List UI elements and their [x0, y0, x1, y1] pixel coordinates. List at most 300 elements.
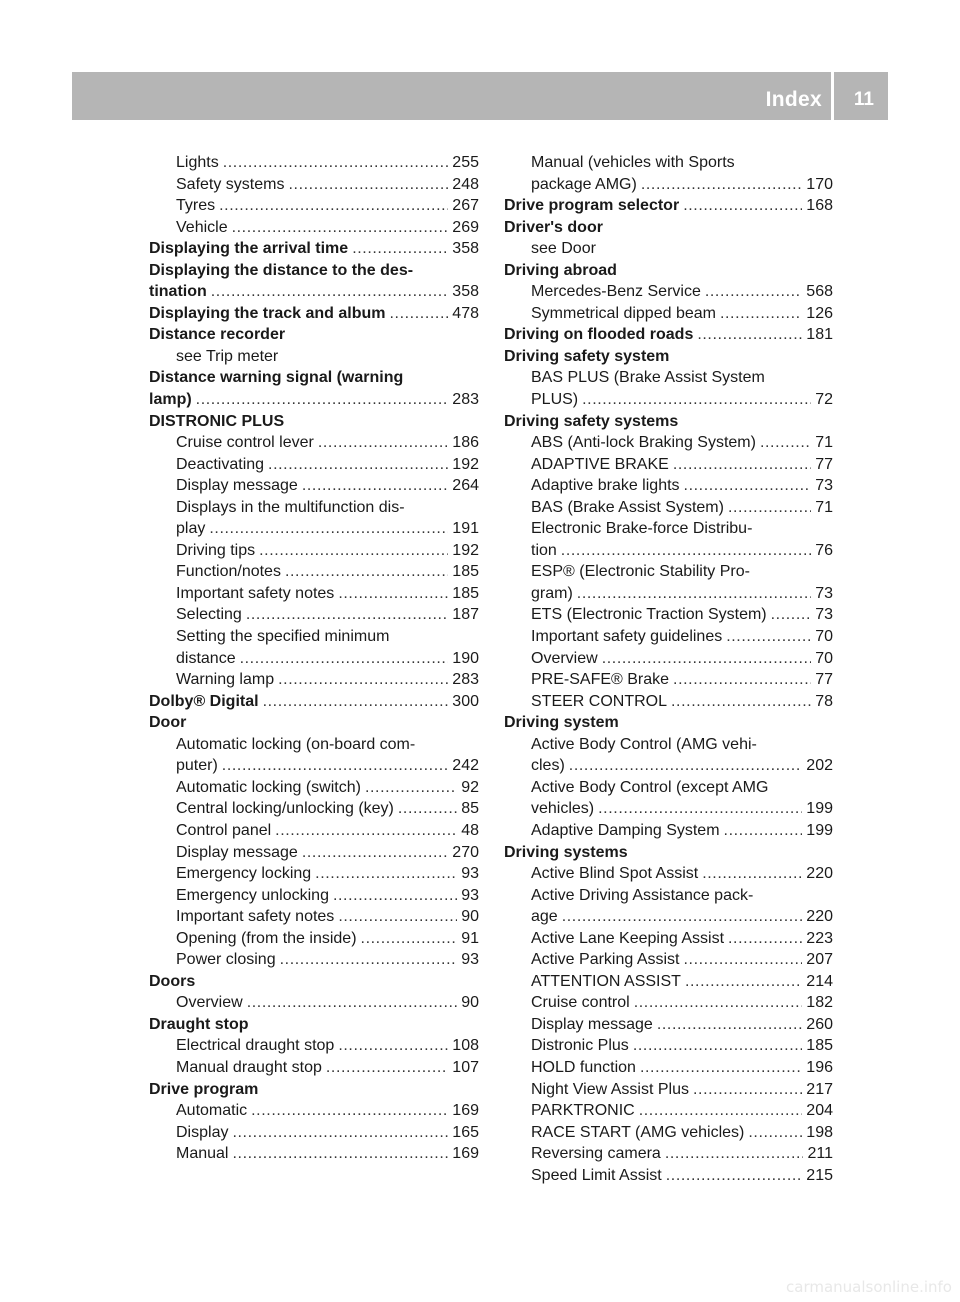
index-entry [504, 324, 833, 346]
index-subentry [504, 389, 833, 411]
entry-page-number: 70 [815, 649, 833, 667]
leader-dots [285, 561, 448, 583]
entry-label: Manual (vehicles with Sports [531, 154, 735, 171]
entry-page-number: 78 [815, 692, 833, 710]
entry-label: play [176, 520, 206, 538]
entry-label: Display [176, 1123, 229, 1141]
entry-page-number: 165 [452, 1123, 479, 1141]
entry-page-number: 202 [806, 757, 833, 775]
entry-page-number: 73 [815, 477, 833, 495]
leader-dots [361, 928, 458, 950]
entry-page-number: 478 [452, 304, 479, 322]
entry-page-number: 190 [452, 649, 479, 667]
entry-label: Electrical draught stop [176, 1037, 335, 1055]
index-subentry [504, 734, 833, 756]
entry-page-number: 260 [806, 1015, 833, 1033]
leader-dots [561, 540, 811, 562]
entry-label: Dolby® Digital [149, 692, 259, 710]
index-subentry [504, 906, 833, 928]
entry-page-number: 215 [806, 1166, 833, 1184]
entry-label: Driving system [504, 714, 619, 732]
entry-label: Automatic locking (on-board com- [176, 735, 416, 753]
entry-page-number: 90 [461, 908, 479, 926]
index-subentry [149, 648, 479, 670]
leader-dots [268, 454, 448, 476]
index-subentry [149, 432, 479, 454]
leader-dots [673, 454, 811, 476]
entry-page-number: 108 [452, 1037, 479, 1055]
entry-label: Driving safety systems [504, 412, 679, 430]
index-subentry [504, 1035, 833, 1057]
entry-label: lamp) [149, 391, 192, 409]
index-entry [504, 195, 833, 217]
index-subentry [504, 303, 833, 325]
entry-label: see Trip meter [176, 347, 279, 365]
entry-page-number: 255 [452, 154, 479, 171]
index-subentry [504, 604, 833, 626]
leader-dots [338, 1035, 448, 1057]
index-subentry [504, 497, 833, 519]
leader-dots [705, 281, 802, 303]
index-subentry [149, 777, 479, 799]
leader-dots [318, 432, 448, 454]
leader-dots [352, 238, 448, 260]
entry-label: Automatic [176, 1102, 248, 1120]
entry-page-number: 220 [806, 865, 833, 883]
index-subentry [149, 755, 479, 777]
index-entry [149, 389, 479, 411]
leader-dots [365, 777, 457, 799]
entry-page-number: 248 [452, 175, 479, 193]
entry-page-number: 196 [806, 1058, 833, 1076]
entry-label: ABS (Anti-lock Braking System) [531, 434, 756, 452]
entry-label: Driving safety system [504, 347, 670, 365]
index-subentry [504, 1122, 833, 1144]
entry-label: tination [149, 283, 207, 301]
entry-page-number: 93 [461, 865, 479, 883]
entry-page-number: 185 [452, 563, 479, 581]
index-subentry [149, 992, 479, 1014]
entry-page-number: 186 [452, 434, 479, 452]
leader-dots [338, 583, 448, 605]
index-subentry [504, 174, 833, 196]
entry-label: Doors [149, 972, 196, 990]
index-subentry [149, 1035, 479, 1057]
entry-page-number: 199 [806, 800, 833, 818]
leader-dots [288, 174, 448, 196]
index-subentry [149, 949, 479, 971]
entry-label: BAS PLUS (Brake Assist System [531, 369, 765, 387]
leader-dots [702, 863, 802, 885]
entry-label: HOLD function [531, 1058, 636, 1076]
entry-label: BAS (Brake Assist System) [531, 498, 724, 516]
entry-label: Deactivating [176, 455, 265, 473]
leader-dots [209, 518, 448, 540]
leader-dots [232, 217, 449, 239]
leader-dots [223, 152, 449, 174]
entry-page-number: 191 [452, 520, 479, 538]
index-subentry [149, 626, 479, 648]
index-entry [149, 281, 479, 303]
entry-label: Setting the specified minimum [176, 628, 390, 646]
index-subentry [504, 152, 833, 174]
index-subentry [149, 497, 479, 519]
entry-label: Display message [176, 477, 298, 495]
index-subentry [149, 842, 479, 864]
index-subentry [149, 195, 479, 217]
leader-dots [673, 669, 811, 691]
entry-label: Important safety notes [176, 908, 335, 926]
index-subentry [149, 928, 479, 950]
entry-label: Overview [176, 994, 243, 1012]
leader-dots [222, 755, 449, 777]
index-entry [149, 260, 479, 282]
entry-page-number: 207 [806, 951, 833, 969]
entry-page-number: 283 [452, 391, 479, 409]
entry-page-number: 93 [461, 951, 479, 969]
leader-dots [240, 648, 449, 670]
entry-label: vehicles) [531, 800, 595, 818]
leader-dots [657, 1014, 802, 1036]
index-subentry [149, 863, 479, 885]
index-subentry [504, 281, 833, 303]
entry-label: tion [531, 541, 557, 559]
entry-label: Manual [176, 1145, 229, 1163]
entry-label: Active Parking Assist [531, 951, 680, 969]
index-subentry [149, 561, 479, 583]
entry-page-number: 185 [806, 1037, 833, 1055]
index-subentry [504, 949, 833, 971]
index-subentry [149, 734, 479, 756]
entry-label: ADAPTIVE BRAKE [531, 455, 669, 473]
page-header [72, 72, 888, 120]
entry-page-number: 283 [452, 671, 479, 689]
entry-label: Emergency locking [176, 865, 312, 883]
leader-dots [724, 820, 803, 842]
entry-label: Distance warning signal (warning [149, 369, 404, 387]
entry-page-number: 70 [815, 628, 833, 646]
leader-dots [671, 691, 811, 713]
entry-label: DISTRONIC PLUS [149, 412, 285, 430]
entry-page-number: 91 [461, 929, 479, 947]
entry-label: Opening (from the inside) [176, 929, 357, 947]
leader-dots [720, 303, 802, 325]
index-subentry [504, 1079, 833, 1101]
index-subentry [149, 1143, 479, 1165]
index-entry [149, 712, 479, 734]
index-subentry [504, 518, 833, 540]
entry-label: ATTENTION ASSIST [531, 972, 681, 990]
entry-page-number: 76 [815, 541, 833, 559]
entry-page-number: 85 [461, 800, 479, 818]
entry-label: PRE-SAFE® Brake [531, 671, 670, 689]
entry-page-number: 185 [452, 584, 479, 602]
index-subentry [504, 1143, 833, 1165]
entry-page-number: 568 [806, 283, 833, 301]
entry-page-number: 211 [807, 1145, 833, 1163]
index-subentry [504, 777, 833, 799]
index-entry [149, 238, 479, 260]
index-entry [149, 324, 479, 346]
index-subentry [149, 454, 479, 476]
index-entry [149, 367, 479, 389]
entry-label: Warning lamp [176, 671, 275, 689]
index-entry [149, 1014, 479, 1036]
index-subentry [504, 1014, 833, 1036]
entry-page-number: 170 [806, 175, 833, 193]
entry-page-number: 90 [461, 994, 479, 1012]
index-subentry [504, 992, 833, 1014]
index-entry [149, 1079, 479, 1101]
entry-page-number: 204 [806, 1102, 833, 1120]
leader-dots [280, 949, 458, 971]
entry-page-number: 269 [452, 218, 479, 236]
index-subentry [504, 669, 833, 691]
leader-dots [569, 755, 803, 777]
leader-dots [333, 885, 457, 907]
index-subentry [149, 604, 479, 626]
index-entry [504, 842, 833, 864]
index-subentry [504, 1057, 833, 1079]
index-subentry [504, 475, 833, 497]
index-subentry [504, 820, 833, 842]
entry-label: package AMG) [531, 175, 637, 193]
leader-dots [771, 604, 812, 626]
entry-label: Vehicle [176, 218, 228, 236]
entry-label: Displaying the distance to the des- [149, 261, 414, 279]
leader-dots [685, 971, 802, 993]
leader-dots [697, 324, 802, 346]
entry-label: STEER CONTROL [531, 692, 668, 710]
leader-dots [247, 992, 458, 1014]
entry-page-number: 48 [461, 821, 479, 839]
entry-label: Safety systems [176, 175, 285, 193]
index-column-right [504, 152, 833, 1186]
index-column-left [149, 152, 479, 1165]
entry-page-number: 223 [806, 929, 833, 947]
leader-dots [390, 303, 449, 325]
leader-dots [684, 949, 803, 971]
entry-label: Active Driving Assistance pack- [531, 886, 754, 904]
index-entry [149, 411, 479, 433]
entry-label: Automatic locking (switch) [176, 778, 361, 796]
leader-dots [562, 906, 803, 928]
entry-page-number: 73 [815, 606, 833, 624]
leader-dots [639, 1100, 803, 1122]
entry-page-number: 169 [452, 1145, 479, 1163]
leader-dots [666, 1165, 803, 1187]
leader-dots [577, 583, 811, 605]
entry-page-number: 77 [815, 671, 833, 689]
entry-label: age [531, 908, 558, 926]
leader-dots [582, 389, 811, 411]
entry-page-number: 181 [806, 326, 833, 344]
entry-label: Active Body Control (except AMG [531, 778, 769, 796]
index-subentry [149, 669, 479, 691]
entry-label: Cruise control lever [176, 434, 314, 452]
leader-dots [748, 1122, 802, 1144]
entry-label: Important safety guidelines [531, 628, 723, 646]
entry-label: Distronic Plus [531, 1037, 629, 1055]
entry-label: Selecting [176, 606, 242, 624]
leader-dots [728, 497, 811, 519]
index-subentry [504, 432, 833, 454]
index-subentry [504, 540, 833, 562]
entry-label: Manual draught stop [176, 1058, 322, 1076]
entry-page-number: 73 [815, 584, 833, 602]
entry-label: ETS (Electronic Traction System) [531, 606, 767, 624]
entry-label: Lights [176, 154, 219, 171]
entry-page-number: 214 [806, 972, 833, 990]
leader-dots [338, 906, 457, 928]
entry-label: gram) [531, 584, 573, 602]
entry-label: Display message [531, 1015, 653, 1033]
leader-dots [726, 626, 811, 648]
entry-page-number: 300 [452, 692, 479, 710]
entry-label: Driver's door [504, 218, 603, 236]
entry-label: Night View Assist Plus [531, 1080, 689, 1098]
entry-label: Central locking/unlocking (key) [176, 800, 394, 818]
entry-page-number: 217 [806, 1080, 833, 1098]
entry-label: Emergency unlocking [176, 886, 329, 904]
entry-label: Draught stop [149, 1015, 249, 1033]
entry-label: Mercedes-Benz Service [531, 283, 701, 301]
index-subentry [504, 583, 833, 605]
leader-dots [251, 1100, 448, 1122]
entry-label: Driving tips [176, 541, 256, 559]
index-entry [504, 260, 833, 282]
entry-page-number: 92 [461, 778, 479, 796]
leader-dots [196, 389, 449, 411]
index-subentry [149, 798, 479, 820]
entry-page-number: 71 [815, 434, 833, 452]
entry-label: Important safety notes [176, 584, 335, 602]
index-entry [149, 303, 479, 325]
leader-dots [602, 648, 812, 670]
leader-dots [640, 1057, 802, 1079]
footer-watermark: carmanualsonline.info [786, 1278, 952, 1296]
entry-label: Driving on flooded roads [504, 326, 694, 344]
index-subentry [504, 798, 833, 820]
entry-label: Cruise control [531, 994, 630, 1012]
entry-page-number: 264 [452, 477, 479, 495]
entry-page-number: 220 [806, 908, 833, 926]
index-subentry [504, 1100, 833, 1122]
entry-label: cles) [531, 757, 565, 775]
leader-dots [665, 1143, 804, 1165]
index-subentry [504, 561, 833, 583]
entry-page-number: 192 [452, 541, 479, 559]
leader-dots [598, 798, 802, 820]
entry-page-number: 267 [452, 197, 479, 215]
entry-label: Overview [531, 649, 598, 667]
entry-label: Symmetrical dipped beam [531, 304, 716, 322]
entry-label: RACE START (AMG vehicles) [531, 1123, 745, 1141]
leader-dots [278, 669, 448, 691]
entry-label: Function/notes [176, 563, 281, 581]
entry-page-number: 72 [815, 391, 833, 409]
entry-page-number: 199 [806, 821, 833, 839]
leader-dots [219, 195, 448, 217]
entry-page-number: 169 [452, 1102, 479, 1120]
entry-label: Tyres [176, 197, 216, 215]
leader-dots [302, 842, 448, 864]
index-subentry [149, 475, 479, 497]
entry-label: PLUS) [531, 391, 579, 409]
entry-label: Displays in the multifunction dis- [176, 498, 405, 516]
index-entry [149, 691, 479, 713]
index-entry [504, 712, 833, 734]
entry-page-number: 192 [452, 455, 479, 473]
section-title: Index [765, 88, 822, 111]
index-subentry [149, 885, 479, 907]
entry-label: Active Blind Spot Assist [531, 865, 699, 883]
entry-page-number: 71 [815, 498, 833, 516]
index-entry [504, 217, 833, 239]
index-subentry [504, 863, 833, 885]
entry-page-number: 358 [452, 240, 479, 258]
entry-page-number: 358 [452, 283, 479, 301]
entry-label: Adaptive Damping System [531, 821, 720, 839]
leader-dots [263, 691, 449, 713]
index-subentry [504, 367, 833, 389]
entry-label: Drive program [149, 1080, 259, 1098]
entry-label: Electronic Brake-force Distribu- [531, 520, 753, 538]
entry-label: Displaying the arrival time [149, 240, 349, 258]
index-subentry [149, 906, 479, 928]
entry-page-number: 168 [806, 197, 833, 215]
entry-label: Drive program selector [504, 197, 680, 215]
entry-page-number: 242 [452, 757, 479, 775]
index-entry [504, 346, 833, 368]
index-subentry [504, 885, 833, 907]
index-subentry [504, 648, 833, 670]
entry-label: Power closing [176, 951, 276, 969]
leader-dots [211, 281, 449, 303]
entry-label: Active Lane Keeping Assist [531, 929, 725, 947]
index-subentry [504, 1165, 833, 1187]
leader-dots [302, 475, 448, 497]
index-subentry [149, 540, 479, 562]
entry-page-number: 93 [461, 886, 479, 904]
index-subentry [504, 238, 833, 260]
leader-dots [326, 1057, 448, 1079]
leader-dots [633, 1035, 802, 1057]
leader-dots [232, 1122, 448, 1144]
entry-page-number: 77 [815, 455, 833, 473]
leader-dots [684, 475, 812, 497]
entry-label: see Door [531, 240, 596, 258]
index-subentry [149, 583, 479, 605]
index-entry [504, 411, 833, 433]
entry-label: PARKTRONIC [531, 1102, 635, 1120]
leader-dots [246, 604, 448, 626]
index-subentry [149, 1057, 479, 1079]
entry-page-number: 187 [452, 606, 479, 624]
index-subentry [149, 152, 479, 174]
leader-dots [232, 1143, 448, 1165]
entry-label: Door [149, 714, 187, 732]
index-subentry [504, 691, 833, 713]
entry-label: Active Body Control (AMG vehi- [531, 735, 757, 753]
entry-label: Displaying the track and album [149, 304, 386, 322]
entry-label: distance [176, 649, 236, 667]
leader-dots [683, 195, 802, 217]
index-subentry [149, 217, 479, 239]
index-subentry [149, 820, 479, 842]
index-subentry [504, 971, 833, 993]
page-number: 11 [853, 89, 874, 110]
